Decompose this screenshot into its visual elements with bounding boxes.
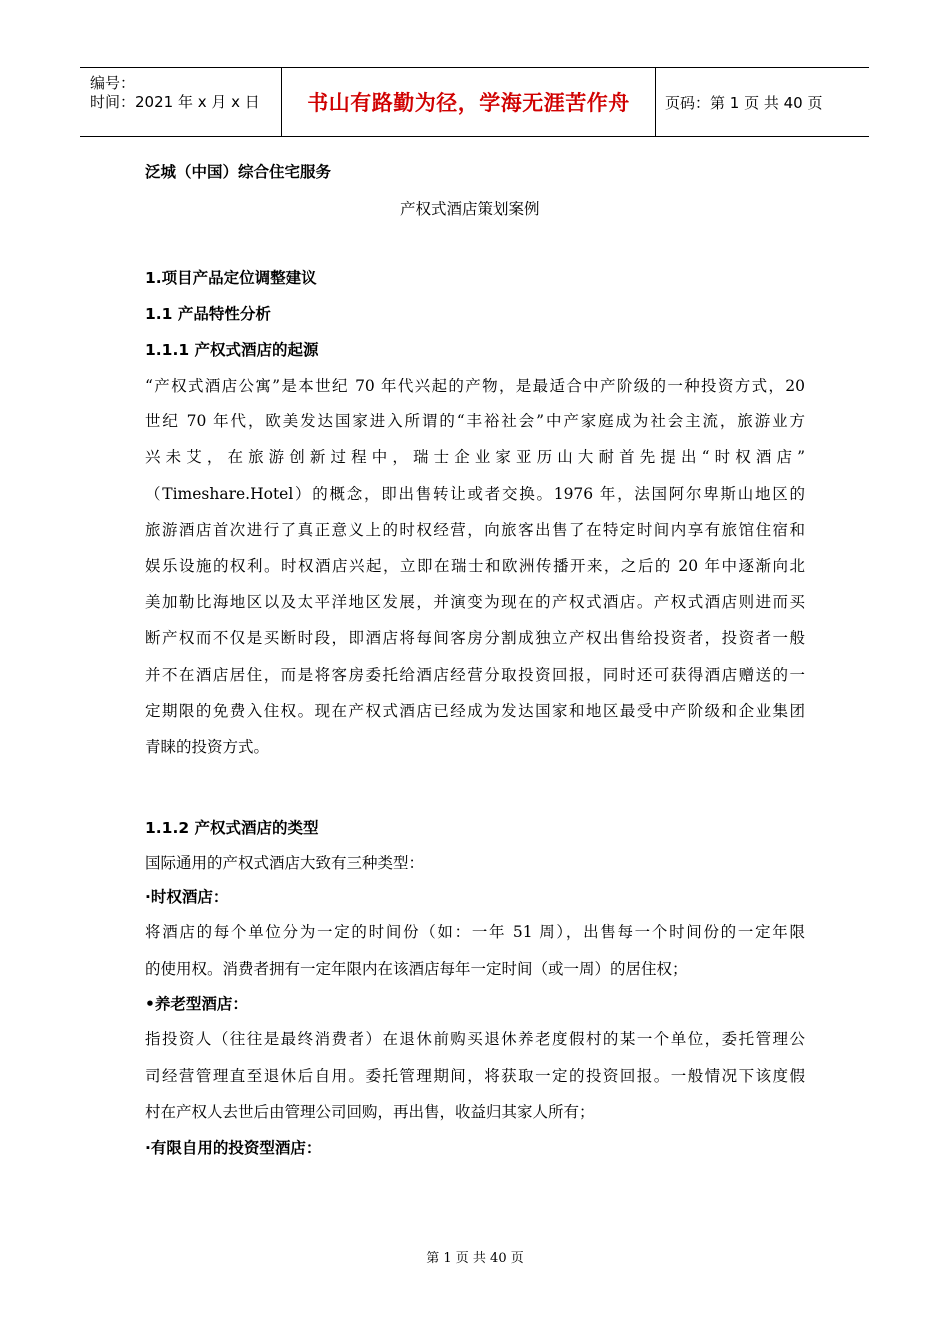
paragraph-line: 司经营管理直至退休后自用。委托管理期间，将获取一定的投资回报。一般情况下该度假	[145, 1067, 805, 1085]
type-1-title: ·时权酒店：	[145, 888, 229, 906]
paragraph-line: 定期限的免费入住权。现在产权式酒店已经成为发达国家和地区最受中产阶级和企业集团	[145, 702, 805, 720]
header-table	[80, 67, 869, 137]
paragraph-line: “产权式酒店公寓”是本世纪 70 年代兴起的产物，是最适合中产阶级的一种投资方式，20	[145, 377, 805, 395]
type-3-title: ·有限自用的投资型酒店：	[145, 1139, 322, 1157]
paragraph-line: 娱乐设施的权利。时权酒店兴起，立即在瑞士和欧洲传播开来，之后的 20 年中逐渐向北	[145, 557, 805, 575]
heading-1-1-2: 1.1.2 产权式酒店的类型	[145, 819, 319, 837]
paragraph-line: 将酒店的每个单位分为一定的时间份（如：一年 51 周），出售每一个时间份的一定年限	[145, 923, 805, 941]
paragraph-line: 村在产权人去世后由管理公司回购，再出售，收益归其家人所有；	[145, 1103, 595, 1121]
types-intro: 国际通用的产权式酒店大致有三种类型：	[145, 854, 425, 872]
paragraph-line: 的使用权。消费者拥有一定年限内在该酒店每年一定时间（或一周）的居住权；	[145, 960, 688, 978]
company-name: 泛城（中国）综合住宅服务	[145, 163, 332, 181]
paragraph-line: （Timeshare.Hotel）的概念，即出售转让或者交换。1976 年，法国阿尔卑斯山地区的	[145, 485, 805, 503]
header-page-cell	[655, 68, 869, 136]
paragraph-line: 美加勒比海地区以及太平洋地区发展，并演变为现在的产权式酒店。产权式酒店则进而买	[145, 593, 805, 611]
paragraph-line: 兴未艾，在旅游创新过程中，瑞士企业家亚历山大耐首先提出“时权酒店”	[145, 448, 805, 466]
paragraph-line: 并不在酒店居住，而是将客房委托给酒店经营分取投资回报，同时还可获得酒店赠送的一	[145, 666, 805, 684]
heading-1-1: 1.1 产品特性分析	[145, 305, 271, 323]
page-indicator: 页码：第 1 页 共 40 页	[665, 93, 823, 112]
paragraph-line: 青睐的投资方式。	[145, 738, 270, 756]
document-title: 产权式酒店策划案例	[400, 200, 540, 218]
document-date-label: 时间：2021 年 x 月 x 日	[90, 93, 260, 111]
motto: 书山有路勤为径，学海无涯苦作舟	[307, 91, 630, 115]
heading-1: 1.项目产品定位调整建议	[145, 269, 317, 287]
header-meta-cell	[80, 68, 281, 136]
paragraph-line: 世纪 70 年代，欧美发达国家进入所谓的“丰裕社会”中产家庭成为社会主流，旅游业方	[145, 412, 805, 430]
paragraph-line: 旅游酒店首次进行了真正意义上的时权经营，向旅客出售了在特定时间内享有旅馆住宿和	[145, 521, 805, 539]
header-motto-cell	[281, 68, 656, 136]
type-2-title: •养老型酒店：	[145, 995, 248, 1013]
document-number-label: 编号：	[90, 74, 136, 92]
page-footer: 第 1 页 共 40 页	[426, 1251, 524, 1266]
heading-1-1-1: 1.1.1 产权式酒店的起源	[145, 341, 319, 359]
paragraph-line: 断产权而不仅是买断时段，即酒店将每间客房分割成独立产权出售给投资者，投资者一般	[145, 629, 805, 647]
paragraph-line: 指投资人（往往是最终消费者）在退休前购买退休养老度假村的某一个单位，委托管理公	[145, 1030, 805, 1048]
